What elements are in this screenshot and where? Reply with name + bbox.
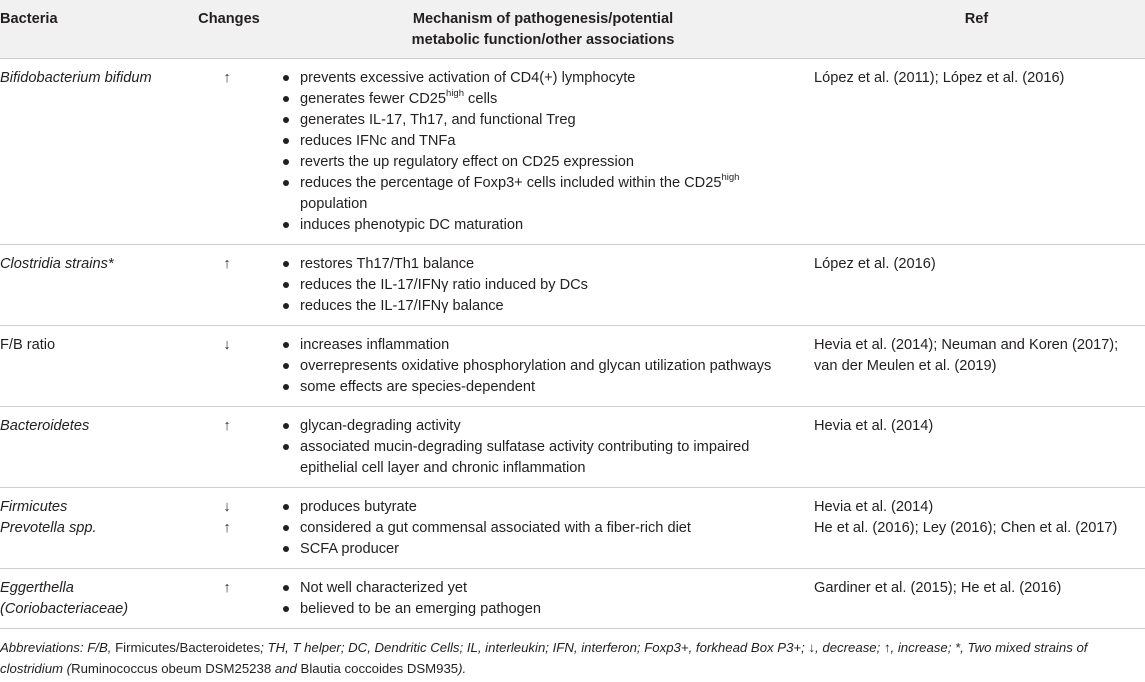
header-mechanism-line2: metabolic function/other associations xyxy=(411,32,675,48)
list-item: reverts the up regulatory effect on CD25 expression xyxy=(278,152,804,173)
footnote-text: ). xyxy=(458,661,467,676)
footnote-arrow: ↑ xyxy=(883,640,891,655)
mechanism-cell xyxy=(278,569,808,629)
ref-cell xyxy=(808,326,1145,407)
change-arrow: ↑ xyxy=(223,520,231,536)
bacteria-name: Firmicutes xyxy=(0,499,68,515)
table-row xyxy=(0,569,1145,629)
list-item: prevents excessive activation of CD4(+) lymphocyte xyxy=(278,68,804,89)
mechanism-cell xyxy=(278,59,808,245)
list-item: restores Th17/Th1 balance xyxy=(278,254,804,275)
bacteria-cell: F/B ratio xyxy=(0,337,56,353)
change-arrow: ↑ xyxy=(223,580,231,596)
list-item: reduces the IL-17/IFNγ ratio induced by DCs xyxy=(278,275,804,296)
table-footnote xyxy=(0,629,1145,679)
bacteria-name: Eggerthella xyxy=(0,580,74,596)
ref-cell: Gardiner et al. (2015); He et al. (2016) xyxy=(814,580,1062,596)
table-row xyxy=(0,245,1145,326)
bacteria-cell xyxy=(0,569,190,629)
ref-cell: Hevia et al. (2014) xyxy=(814,418,934,434)
footnote-species: Blautia coccoides DSM935 xyxy=(300,661,459,676)
change-arrow: ↑ xyxy=(223,256,231,272)
mechanism-list xyxy=(278,497,804,560)
header-ref: Ref xyxy=(964,11,989,27)
footnote-species: Ruminococcus obeum DSM25238 xyxy=(71,661,272,676)
change-cell xyxy=(190,488,278,569)
list-item: reduces the IL-17/IFNγ balance xyxy=(278,296,804,317)
mechanism-cell xyxy=(278,407,808,488)
bacteria-cell: Bifidobacterium bifidum xyxy=(0,70,152,86)
mechanism-list xyxy=(278,578,804,620)
list-item: increases inflammation xyxy=(278,335,804,356)
table-row xyxy=(0,407,1145,488)
item-text: cells xyxy=(464,91,498,107)
list-item: SCFA producer xyxy=(278,539,804,560)
list-item: associated mucin-degrading sulfatase activity contributing to impaired epithelial cell layer and chronic inflammation xyxy=(278,437,804,479)
superscript: high xyxy=(721,172,740,184)
item-text: population xyxy=(300,196,368,212)
table-row xyxy=(0,59,1145,245)
table-header-row xyxy=(0,0,1145,59)
footnote-text: Firmicutes/Bacteroidetes xyxy=(115,640,261,655)
ref-cell xyxy=(808,488,1145,569)
ref-line: Hevia et al. (2014) xyxy=(814,499,934,515)
list-item: generates IL-17, Th17, and functional Treg xyxy=(278,110,804,131)
bacteria-cell xyxy=(0,488,190,569)
ref-line: Hevia et al. (2014); Neuman and Koren (2017); xyxy=(814,337,1119,353)
footnote-text: Abbreviations: F/B, xyxy=(0,640,116,655)
mechanism-cell xyxy=(278,488,808,569)
mechanism-cell xyxy=(278,326,808,407)
bacteria-name: Prevotella spp. xyxy=(0,520,97,536)
bacteria-cell: Clostridia strains* xyxy=(0,256,114,272)
footnote-text: and xyxy=(271,661,301,676)
list-item: Not well characterized yet xyxy=(278,578,804,599)
change-arrow: ↓ xyxy=(223,499,231,515)
bacteria-family: (Coriobacteriaceae) xyxy=(0,601,129,617)
header-bacteria: Bacteria xyxy=(0,11,58,27)
list-item xyxy=(278,173,804,215)
list-item: overrepresents oxidative phosphorylation and glycan utilization pathways xyxy=(278,356,804,377)
ref-line: van der Meulen et al. (2019) xyxy=(814,358,997,374)
change-arrow: ↑ xyxy=(223,418,231,434)
mechanism-list xyxy=(278,254,804,317)
change-arrow: ↓ xyxy=(223,337,231,353)
ref-line: He et al. (2016); Ley (2016); Chen et al. (2017) xyxy=(814,520,1118,536)
header-changes: Changes xyxy=(198,11,260,27)
header-mechanism xyxy=(278,0,808,59)
mechanism-list xyxy=(278,416,804,479)
header-mechanism-line1: Mechanism of pathogenesis/potential xyxy=(412,11,674,27)
item-text: generates fewer CD25 xyxy=(300,91,447,107)
mechanism-list xyxy=(278,68,804,236)
list-item: considered a gut commensal associated with a fiber-rich diet xyxy=(278,518,804,539)
footnote-text: , increase; *, Two mixed strains of clostridium ( xyxy=(0,640,1088,676)
mechanism-list xyxy=(278,335,804,398)
list-item xyxy=(278,89,804,110)
footnote-text: ; TH, T helper; DC, Dendritic Cells; IL, interleukin; IFN, interferon; Foxp3+, forkhead Box P3+; ↓, decrease; xyxy=(260,640,884,655)
mechanism-cell xyxy=(278,245,808,326)
list-item: glycan-degrading activity xyxy=(278,416,804,437)
bacteria-cell: Bacteroidetes xyxy=(0,418,90,434)
list-item: believed to be an emerging pathogen xyxy=(278,599,804,620)
item-text: reduces the percentage of Foxp3+ cells included within the CD25 xyxy=(300,175,722,191)
table-row xyxy=(0,488,1145,569)
list-item: reduces IFNc and TNFa xyxy=(278,131,804,152)
table-row xyxy=(0,326,1145,407)
superscript: high xyxy=(446,88,464,100)
list-item: produces butyrate xyxy=(278,497,804,518)
ref-cell: López et al. (2011); López et al. (2016) xyxy=(814,70,1065,86)
ref-cell: López et al. (2016) xyxy=(814,256,936,272)
list-item: induces phenotypic DC maturation xyxy=(278,215,804,236)
change-arrow: ↑ xyxy=(223,70,231,86)
list-item: some effects are species-dependent xyxy=(278,377,804,398)
